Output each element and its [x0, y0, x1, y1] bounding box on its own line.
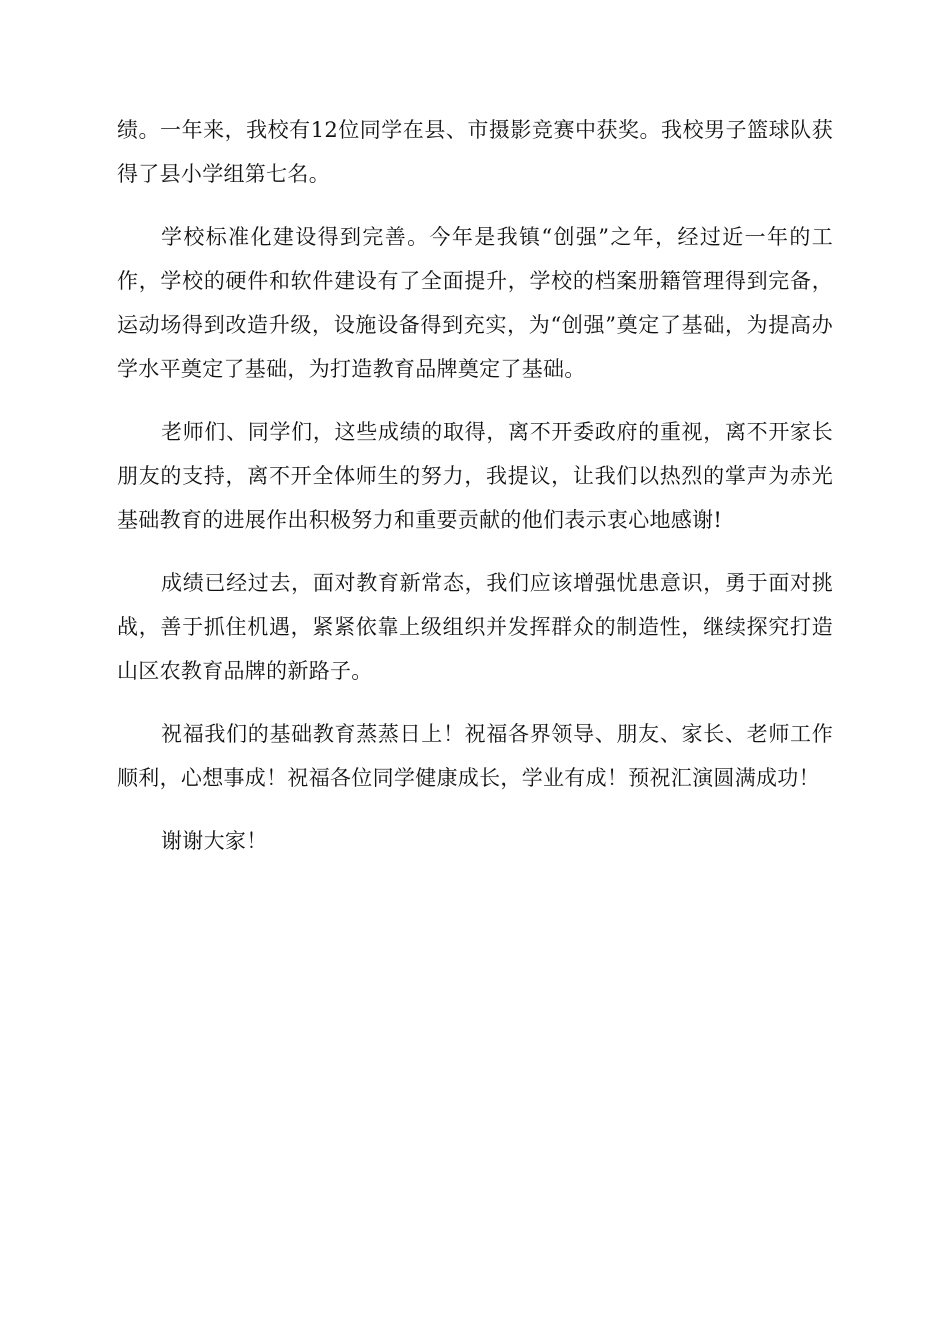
paragraph-thanks: 老师们、同学们，这些成绩的取得，离不开委政府的重视，离不开家长朋友的支持，离不开全体师生的努力，我提议，让我们以热烈的掌声为赤光基础教育的进展作出积极努力和重要贡献的他们表示衷心地感谢!	[117, 420, 833, 532]
paragraph-continuation: 绩。一年来，我校有12位同学在县、市摄影竞赛中获奖。我校男子篮球队获得了县小学组第七名。	[117, 118, 833, 186]
paragraph-wishes: 祝福我们的基础教育蒸蒸日上！祝福各界领导、朋友、家长、老师工作顺利，心想事成！祝福各位同学健康成长，学业有成！预祝汇演圆满成功！	[117, 722, 833, 790]
document-body	[117, 108, 833, 882]
paragraph-school-standardization: 学校标准化建设得到完善。今年是我镇“创强”之年，经过近一年的工作，学校的硬件和软件建设有了全面提升，学校的档案册籍管理得到完备，运动场得到改造升级，设施设备得到充实，为“创强”奠定了基础，为提高办学水平奠定了基础，为打造教育品牌奠定了基础。	[117, 225, 833, 381]
paragraph-outlook: 成绩已经过去，面对教育新常态，我们应该增强忧患意识，勇于面对挑战，善于抓住机遇，紧紧依靠上级组织并发挥群众的制造性，继续探究打造山区农教育品牌的新路子。	[117, 571, 833, 683]
paragraph-closing: 谢谢大家！	[161, 829, 268, 853]
